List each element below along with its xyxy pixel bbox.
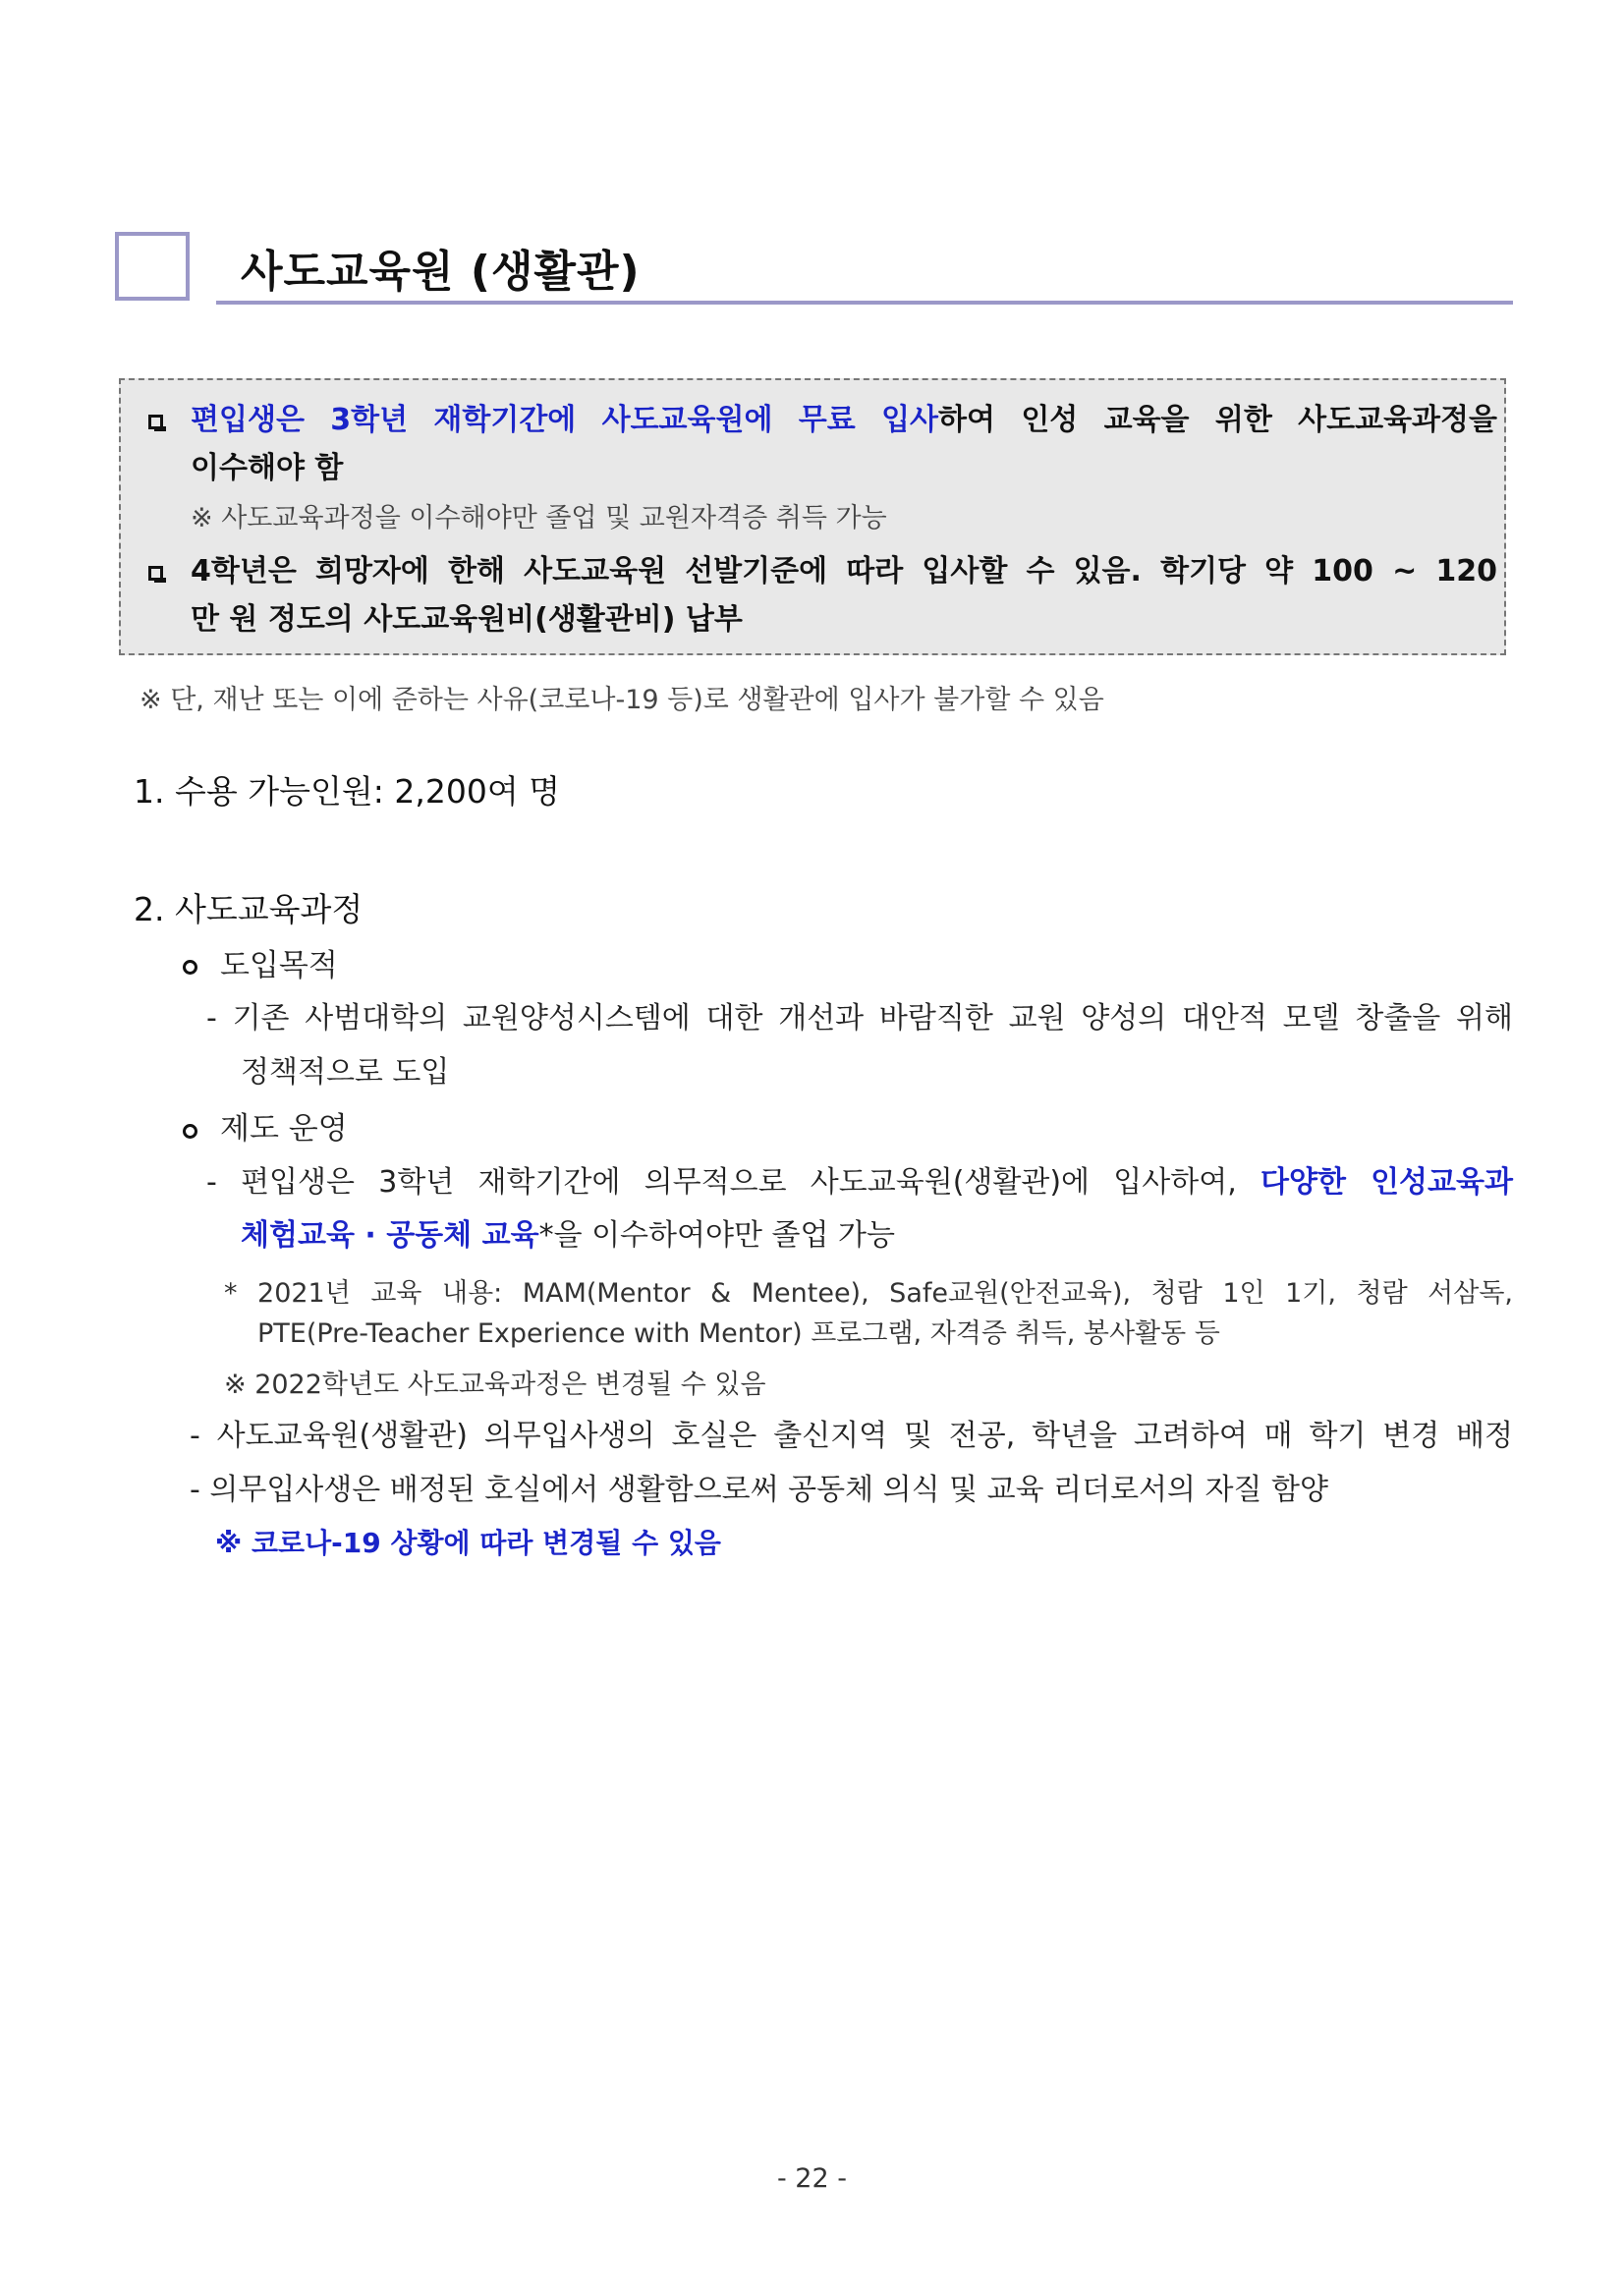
purpose-line-2: 정책적으로 도입 <box>241 1055 450 1090</box>
notice-item-1-highlight: 편입생은 3학년 재학기간에 사도교육원에 무료 입사 <box>191 403 939 437</box>
notice-box <box>119 378 1506 655</box>
operation-line-2-text: *을 이수하여야만 졸업 가능 <box>538 1218 895 1253</box>
notice-item-1-note: ※ 사도교육과정을 이수해야만 졸업 및 교원자격증 취득 가능 <box>191 503 887 533</box>
disclaimer-note: ※ 단, 재난 또는 이에 준하는 사유(코로나-19 등)로 생활관에 입사가 불가할 수 있음 <box>140 685 1104 715</box>
notice-item-1-line-2: 이수해야 함 <box>191 451 344 485</box>
checkbox-bullet-icon <box>148 566 163 581</box>
page-number: - 22 - <box>776 2163 847 2194</box>
notice-item-1-rest: 하여 인성 교육을 위한 사도교육과정을 <box>938 403 1497 437</box>
operation-line-1-text: - 편입생은 3학년 재학기간에 의무적으로 사도교육원(생활관)에 입사하여, <box>206 1165 1237 1200</box>
operation-label: 제도 운영 <box>220 1111 348 1147</box>
purpose-line-1: - 기존 사범대학의 교원양성시스템에 대한 개선과 바람직한 교원 양성의 대안적 모델 창출을 위해 <box>206 1001 1513 1036</box>
community-line: - 의무입사생은 배정된 호실에서 생활함으로써 공동체 의식 및 교육 리더로서의 자질 함양 <box>190 1473 1329 1507</box>
change-note: ※ 2022학년도 사도교육과정은 변경될 수 있음 <box>224 1370 766 1400</box>
section-2-heading: 2. 사도교육과정 <box>134 890 364 928</box>
operation-line-1 <box>206 1165 1513 1200</box>
checkbox-bullet-icon <box>148 415 163 429</box>
operation-line-2 <box>241 1218 895 1253</box>
section-1-heading: 1. 수용 가능인원: 2,200여 명 <box>134 772 561 811</box>
operation-line-1-highlight: 다양한 인성교육과 <box>1260 1165 1513 1200</box>
purpose-label: 도입목적 <box>220 948 338 983</box>
footnote-line-1: * 2021년 교육 내용: MAM(Mentor & Mentee), Safe교원(안전교육), 청람 1인 1기, 청람 서삼독, <box>224 1278 1513 1309</box>
footnote-line-2: PTE(Pre-Teacher Experience with Mentor) 프로그램, 자격증 취득, 봉사활동 등 <box>257 1318 1220 1349</box>
notice-item-2-line-1: 4학년은 희망자에 한해 사도교육원 선발기준에 따라 입사할 수 있음. 학기당 약 100 ~ 120 <box>191 554 1497 588</box>
circle-bullet-icon <box>183 1124 197 1139</box>
page-title: 사도교육원 (생활관) <box>241 247 641 297</box>
title-decoration-box <box>115 232 190 301</box>
title-underline <box>216 301 1513 305</box>
operation-line-2-highlight: 체험교육 · 공동체 교육 <box>241 1218 539 1253</box>
assignment-line: - 사도교육원(생활관) 의무입사생의 호실은 출신지역 및 전공, 학년을 고려하여 매 학기 변경 배정 <box>190 1419 1513 1453</box>
notice-item-2-line-2: 만 원 정도의 사도교육원비(생활관비) 납부 <box>191 602 743 637</box>
covid-note: ※ 코로나-19 상황에 따라 변경될 수 있음 <box>215 1527 721 1559</box>
notice-item-1-line-1 <box>191 403 1497 437</box>
circle-bullet-icon <box>183 960 197 975</box>
